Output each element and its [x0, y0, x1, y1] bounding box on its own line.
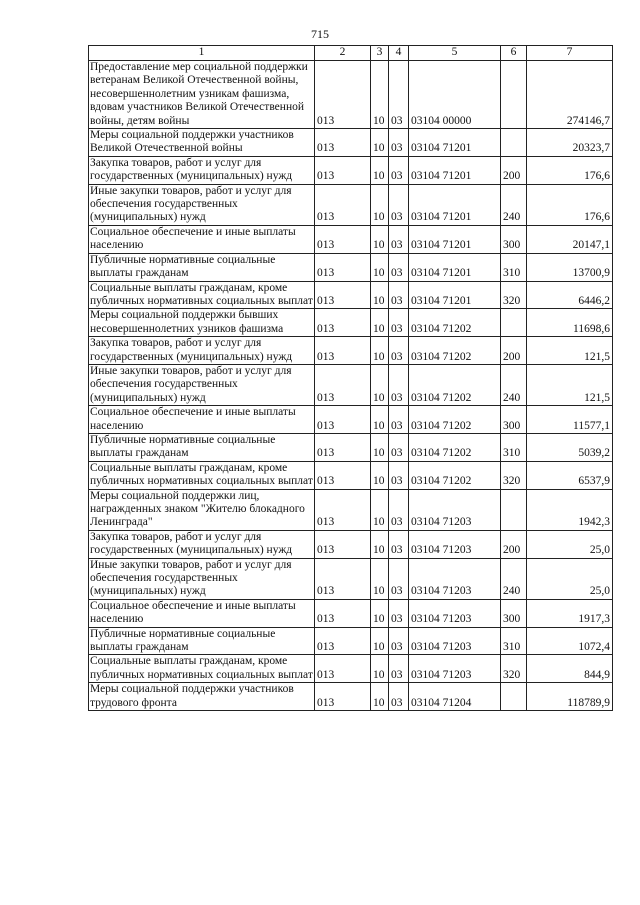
- table-row: [89, 156, 613, 184]
- row-amount: 844,9: [527, 655, 613, 683]
- table-row: [89, 364, 613, 405]
- row-grbs-code: 013: [315, 433, 371, 461]
- row-grbs-code: 013: [315, 309, 371, 337]
- row-amount: 25,0: [527, 530, 613, 558]
- row-amount: 176,6: [527, 184, 613, 225]
- row-amount: 20147,1: [527, 225, 613, 253]
- row-name: Социальное обеспечение и иные выплаты населению: [89, 599, 315, 627]
- row-subsection-code: 03: [389, 627, 409, 655]
- table-body: [89, 61, 613, 711]
- column-header: 3: [371, 46, 389, 61]
- row-grbs-code: 013: [315, 627, 371, 655]
- column-header: 4: [389, 46, 409, 61]
- row-target-article-code: 03104 71203: [409, 558, 501, 599]
- row-target-article-code: 03104 71202: [409, 337, 501, 365]
- row-section-code: 10: [371, 461, 389, 489]
- row-grbs-code: 013: [315, 253, 371, 281]
- row-section-code: 10: [371, 253, 389, 281]
- row-target-article-code: 03104 71202: [409, 406, 501, 434]
- column-header: 5: [409, 46, 501, 61]
- table-row: [89, 655, 613, 683]
- table-row: [89, 184, 613, 225]
- row-expense-type-code: 320: [501, 461, 527, 489]
- row-subsection-code: 03: [389, 129, 409, 157]
- table-row: [89, 558, 613, 599]
- row-name: Меры социальной поддержки участников Великой Отечественной войны: [89, 129, 315, 157]
- row-subsection-code: 03: [389, 461, 409, 489]
- row-subsection-code: 03: [389, 530, 409, 558]
- row-section-code: 10: [371, 683, 389, 711]
- budget-table: [88, 45, 613, 711]
- row-grbs-code: 013: [315, 655, 371, 683]
- row-section-code: 10: [371, 61, 389, 129]
- table-row: [89, 281, 613, 309]
- table-row: [89, 225, 613, 253]
- row-subsection-code: 03: [389, 225, 409, 253]
- column-header: 2: [315, 46, 371, 61]
- row-subsection-code: 03: [389, 489, 409, 530]
- row-expense-type-code: 300: [501, 406, 527, 434]
- row-grbs-code: 013: [315, 599, 371, 627]
- row-grbs-code: 013: [315, 184, 371, 225]
- row-amount: 5039,2: [527, 433, 613, 461]
- row-expense-type-code: 320: [501, 281, 527, 309]
- row-section-code: 10: [371, 281, 389, 309]
- row-subsection-code: 03: [389, 683, 409, 711]
- row-amount: 6446,2: [527, 281, 613, 309]
- row-expense-type-code: [501, 489, 527, 530]
- row-section-code: 10: [371, 337, 389, 365]
- row-name: Предоставление мер социальной поддержки ветеранам Великой Отечественной войны, несовершеннолетним узникам фашизма, вдовам участников Великой Отечественной войны, детям войны: [89, 61, 315, 129]
- row-section-code: 10: [371, 489, 389, 530]
- row-amount: 11577,1: [527, 406, 613, 434]
- row-expense-type-code: 200: [501, 530, 527, 558]
- row-name: Социальные выплаты гражданам, кроме публичных нормативных социальных выплат: [90, 655, 313, 681]
- row-amount: 1917,3: [527, 599, 613, 627]
- row-name: Закупка товаров, работ и услуг для государственных (муниципальных) нужд: [89, 156, 315, 184]
- row-name: Иные закупки товаров, работ и услуг для обеспечения государственных (муниципальных) нужд: [89, 558, 315, 599]
- row-expense-type-code: 320: [501, 655, 527, 683]
- table-row: [89, 406, 613, 434]
- row-expense-type-code: 310: [501, 627, 527, 655]
- table-row: [89, 337, 613, 365]
- row-amount: 274146,7: [527, 61, 613, 129]
- page-number: 715: [311, 27, 329, 41]
- row-target-article-code: 03104 71203: [409, 530, 501, 558]
- row-subsection-code: 03: [389, 558, 409, 599]
- row-target-article-code: 03104 71203: [409, 599, 501, 627]
- row-amount: 6537,9: [527, 461, 613, 489]
- row-target-article-code: 03104 71201: [409, 253, 501, 281]
- table-row: [89, 433, 613, 461]
- row-subsection-code: 03: [389, 156, 409, 184]
- row-subsection-code: 03: [389, 364, 409, 405]
- row-target-article-code: 03104 71203: [409, 489, 501, 530]
- row-section-code: 10: [371, 433, 389, 461]
- row-section-code: 10: [371, 406, 389, 434]
- column-number-row: [89, 46, 613, 61]
- row-subsection-code: 03: [389, 253, 409, 281]
- row-name: Меры социальной поддержки участников трудового фронта: [89, 683, 315, 711]
- row-section-code: 10: [371, 558, 389, 599]
- row-grbs-code: 013: [315, 364, 371, 405]
- row-expense-type-code: 240: [501, 558, 527, 599]
- row-amount: 25,0: [527, 558, 613, 599]
- row-name: Социальное обеспечение и иные выплаты населению: [89, 225, 315, 253]
- row-target-article-code: 03104 71203: [409, 627, 501, 655]
- row-target-article-code: 03104 71201: [409, 129, 501, 157]
- row-amount: 1942,3: [527, 489, 613, 530]
- table-row: [89, 489, 613, 530]
- row-name: Меры социальной поддержки лиц, награжденных знаком "Жителю блокадного Ленинграда": [89, 489, 315, 530]
- row-expense-type-code: [501, 683, 527, 711]
- row-amount: 1072,4: [527, 627, 613, 655]
- row-target-article-code: 03104 71201: [409, 184, 501, 225]
- table-row: [89, 627, 613, 655]
- row-expense-type-code: [501, 129, 527, 157]
- row-section-code: 10: [371, 184, 389, 225]
- row-amount: 13700,9: [527, 253, 613, 281]
- row-name: Социальное обеспечение и иные выплаты населению: [89, 406, 315, 434]
- row-section-code: 10: [371, 627, 389, 655]
- row-expense-type-code: 200: [501, 156, 527, 184]
- table-row: [89, 61, 613, 129]
- row-expense-type-code: [501, 309, 527, 337]
- row-target-article-code: 03104 71202: [409, 364, 501, 405]
- row-amount: 176,6: [527, 156, 613, 184]
- row-subsection-code: 03: [389, 655, 409, 683]
- row-name: Меры социальной поддержки бывших несовершеннолетних узников фашизма: [89, 309, 315, 337]
- table-row: [89, 129, 613, 157]
- row-name: Публичные нормативные социальные выплаты гражданам: [89, 253, 315, 281]
- row-section-code: 10: [371, 364, 389, 405]
- row-expense-type-code: 310: [501, 433, 527, 461]
- row-target-article-code: 03104 71202: [409, 309, 501, 337]
- row-grbs-code: 013: [315, 683, 371, 711]
- row-expense-type-code: 200: [501, 337, 527, 365]
- row-expense-type-code: 310: [501, 253, 527, 281]
- table-row: [89, 530, 613, 558]
- row-amount: 20323,7: [527, 129, 613, 157]
- row-grbs-code: 013: [315, 61, 371, 129]
- row-expense-type-code: 240: [501, 184, 527, 225]
- row-grbs-code: 013: [315, 406, 371, 434]
- row-subsection-code: 03: [389, 337, 409, 365]
- row-name: Социальные выплаты гражданам, кроме публичных нормативных социальных выплат: [90, 281, 313, 307]
- table-row: [89, 461, 613, 489]
- row-expense-type-code: [501, 61, 527, 129]
- row-subsection-code: 03: [389, 599, 409, 627]
- row-grbs-code: 013: [315, 530, 371, 558]
- table-row: [89, 253, 613, 281]
- column-header: 7: [527, 46, 613, 61]
- table-row: [89, 309, 613, 337]
- table-row: [89, 683, 613, 711]
- row-target-article-code: 03104 71201: [409, 156, 501, 184]
- row-grbs-code: 013: [315, 558, 371, 599]
- row-grbs-code: 013: [315, 129, 371, 157]
- row-grbs-code: 013: [315, 156, 371, 184]
- row-target-article-code: 03104 71202: [409, 433, 501, 461]
- row-target-article-code: 03104 71201: [409, 281, 501, 309]
- row-section-code: 10: [371, 129, 389, 157]
- column-header: 6: [501, 46, 527, 61]
- row-subsection-code: 03: [389, 61, 409, 129]
- row-grbs-code: 013: [315, 461, 371, 489]
- row-expense-type-code: 300: [501, 225, 527, 253]
- row-grbs-code: 013: [315, 337, 371, 365]
- row-section-code: 10: [371, 530, 389, 558]
- row-name: Закупка товаров, работ и услуг для государственных (муниципальных) нужд: [89, 337, 315, 365]
- row-section-code: 10: [371, 599, 389, 627]
- row-target-article-code: 03104 00000: [409, 61, 501, 129]
- row-name: Публичные нормативные социальные выплаты гражданам: [89, 627, 315, 655]
- row-section-code: 10: [371, 309, 389, 337]
- row-amount: 121,5: [527, 364, 613, 405]
- column-header: 1: [89, 46, 315, 61]
- table-row: [89, 599, 613, 627]
- row-subsection-code: 03: [389, 184, 409, 225]
- row-section-code: 10: [371, 156, 389, 184]
- row-name: Закупка товаров, работ и услуг для государственных (муниципальных) нужд: [89, 530, 315, 558]
- row-target-article-code: 03104 71203: [409, 655, 501, 683]
- row-name: Иные закупки товаров, работ и услуг для обеспечения государственных (муниципальных) нужд: [89, 364, 315, 405]
- row-grbs-code: 013: [315, 225, 371, 253]
- row-target-article-code: 03104 71201: [409, 225, 501, 253]
- row-section-code: 10: [371, 225, 389, 253]
- row-amount: 11698,6: [527, 309, 613, 337]
- row-expense-type-code: 240: [501, 364, 527, 405]
- row-target-article-code: 03104 71202: [409, 461, 501, 489]
- row-section-code: 10: [371, 655, 389, 683]
- row-subsection-code: 03: [389, 433, 409, 461]
- row-grbs-code: 013: [315, 489, 371, 530]
- row-subsection-code: 03: [389, 281, 409, 309]
- row-subsection-code: 03: [389, 406, 409, 434]
- row-target-article-code: 03104 71204: [409, 683, 501, 711]
- row-amount: 118789,9: [527, 683, 613, 711]
- row-subsection-code: 03: [389, 309, 409, 337]
- row-name: Иные закупки товаров, работ и услуг для обеспечения государственных (муниципальных) нужд: [89, 184, 315, 225]
- row-name: Социальные выплаты гражданам, кроме публичных нормативных социальных выплат: [90, 461, 313, 488]
- row-grbs-code: 013: [315, 281, 371, 309]
- row-name: Публичные нормативные социальные выплаты гражданам: [89, 433, 315, 461]
- row-amount: 121,5: [527, 337, 613, 365]
- row-expense-type-code: 300: [501, 599, 527, 627]
